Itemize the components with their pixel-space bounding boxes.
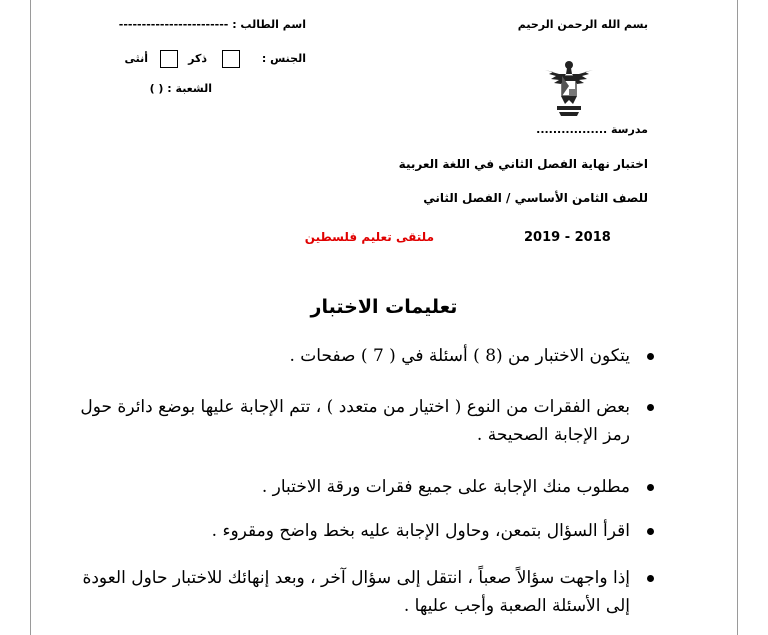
instruction-text: يتكون الاختبار من (8 ) أسئلة في ( 7 ) صفحات . [289, 346, 630, 366]
instructions-title: تعليمات الاختبار [310, 296, 458, 318]
exam-year: 2019 - 2018 [524, 230, 611, 245]
palestine-eagle-emblem-icon [543, 56, 595, 118]
student-name-field: اسم الطالب : ------------------------ [118, 18, 306, 31]
section-field: الشعبة : ( ) [149, 82, 212, 95]
bullet-icon [647, 528, 654, 535]
instruction-text: اقرأ السؤال بتمعن، وحاول الإجابة عليه بخط واضح ومقروء . [211, 521, 630, 541]
bullet-icon [647, 484, 654, 491]
male-checkbox[interactable] [222, 50, 240, 68]
instruction-item [70, 393, 630, 449]
bullet-icon [647, 404, 654, 411]
instruction-item [70, 473, 630, 501]
bullet-icon [647, 575, 654, 582]
gender-label: الجنس : [261, 52, 306, 65]
instruction-text: مطلوب منك الإجابة على جميع فقرات ورقة الاختبار . [261, 477, 630, 497]
female-checkbox[interactable] [160, 50, 178, 68]
instruction-item [70, 342, 630, 370]
bismillah: بسم الله الرحمن الرحيم [517, 18, 648, 31]
instruction-item [70, 564, 630, 620]
school-field: مدرسة ................. [536, 123, 648, 136]
male-label: ذكر [188, 52, 207, 65]
forum-name: ملتقى تعليم فلسطين [304, 230, 434, 244]
instruction-text: بعض الفقرات من النوع ( اختيار من متعدد ) ، تتم الإجابة عليها بوضع دائرة حول رمز الإجابة الصحيحة . [80, 397, 630, 445]
exam-title: اختبار نهاية الفصل الثاني في اللغة العربية [398, 157, 648, 171]
bullet-icon [647, 353, 654, 360]
instruction-text: إذا واجهت سؤالاً صعباً ، انتقل إلى سؤال آخر ، وبعد إنهائك للاختبار حاول العودة إلى الأسئلة الصعبة وأجب عليها . [82, 568, 630, 616]
female-label: أنثى [124, 52, 148, 65]
grade-label: للصف الثامن الأساسي / الفصل الثاني [423, 191, 648, 205]
instruction-item [70, 517, 630, 545]
